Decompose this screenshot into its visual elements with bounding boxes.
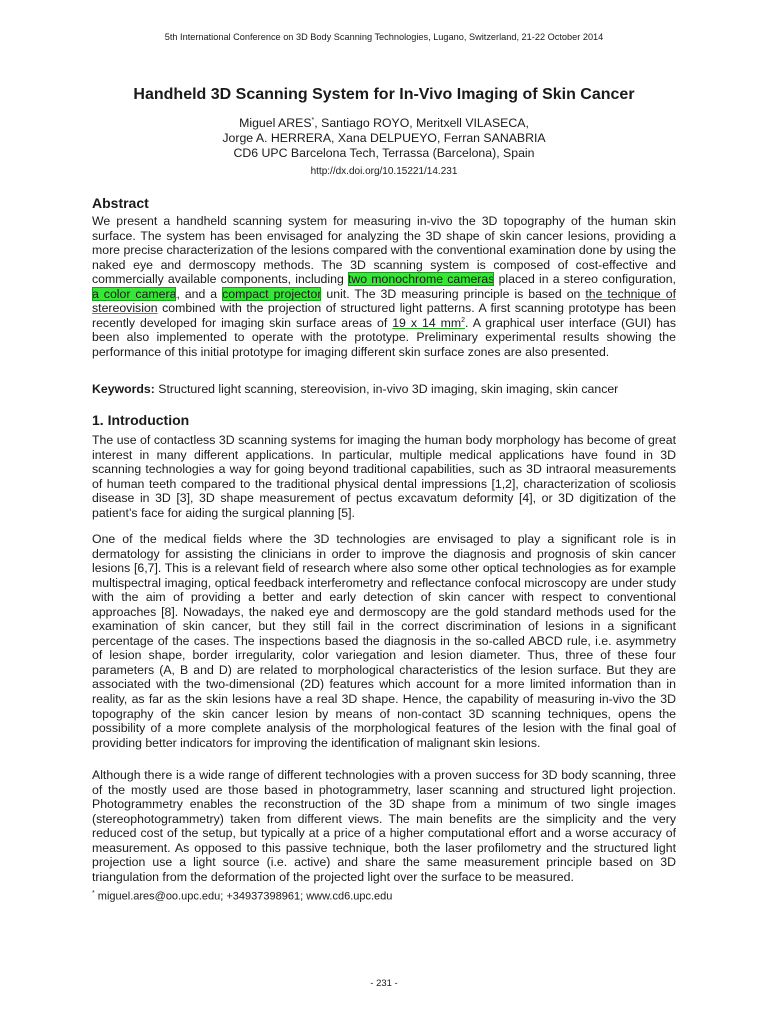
footnote-mark: *: [92, 890, 95, 897]
paper-title: Handheld 3D Scanning System for In-Vivo Imaging of Skin Cancer: [133, 86, 635, 103]
footnote-text: miguel.ares@oo.upc.edu; +34937398961; www.cd6.upc.edu: [94, 890, 393, 903]
corresponding-author-mark: *: [311, 117, 315, 124]
underline-stereovision: the technique of stereovision: [92, 286, 676, 316]
author-line-2: Jorge A. HERRERA, Xana DELPUEYO, Ferran SANABRIA: [222, 131, 546, 146]
affiliation: CD6 UPC Barcelona Tech, Terrassa (Barcelona), Spain: [233, 146, 535, 161]
keywords-text: Structured light scanning, stereovision, in-vivo 3D imaging, skin imaging, skin cancer: [154, 382, 619, 396]
author-line-1: [92, 113, 676, 131]
conference-header: 5th International Conference on 3D Body Scanning Technologies, Lugano, Switzerland, 21-22 October 2014: [164, 32, 604, 42]
abstract-paragraph: [92, 214, 676, 359]
abstract-heading: Abstract: [92, 195, 149, 211]
underline-area-size: 19 x 14 $mm^2$: [392, 315, 466, 330]
footnote: [92, 890, 392, 903]
doi-link[interactable]: http://dx.doi.org/10.15221/14.231: [310, 166, 458, 177]
highlight-monochrome-cameras: two monochrome cameras: [347, 272, 495, 287]
author-names-cont: , Santiago ROYO, Meritxell VILASECA,: [314, 116, 529, 131]
highlight-color-camera: a color camera: [92, 286, 177, 301]
intro-paragraph-1: The use of contactless 3D scanning systems for imaging the human body morphology has become of great interest in many different applications. In particular, multiple medical applications have found in 3D scanning technologies a way for going beyond traditional capabilities, such as 3D intraoral measurements of human teeth compared to the traditional physical dental impressions [1,2], characterization of scoliosis disease in 3D [3], 3D shape measurement of pectus excavatum deformity [4], or 3D digitization of the patient’s face for aiding the surgical planning [5].: [92, 433, 676, 520]
author-name-ares: Miguel ARES: [239, 116, 312, 131]
author-block: [92, 113, 676, 161]
abstract-text: . A graphical user interface (GUI) has been also implemented to operate with the prototype. Preliminary experimental results showing the performance of this initial prototype for imaging different skin surface zones are also presented.: [92, 315, 676, 359]
abstract-text: placed in a stereo configuration,: [494, 272, 676, 287]
highlight-compact-projector: compact projector: [222, 286, 322, 301]
page-number: - 231 -: [370, 978, 398, 989]
abstract-text: We present a handheld scanning system for measuring in-vivo the 3D topography of the human skin surface. The system has been envisaged for analyzing the 3D shape of skin cancer lesions, providing a more precise characterization of the lesions compared with the conventional examination done by using the naked eye and dermoscopy methods. The 3D scanning system is composed of cost-effective and commercially available components, including: [92, 214, 676, 287]
abstract-text: unit. The 3D measuring principle is based on: [321, 286, 586, 301]
intro-paragraph-2: One of the medical fields where the 3D technologies are envisaged to play a significant role is in dermatology for assisting the clinicians in order to improve the diagnosis and prognosis of skin cancer lesions [6,7]. This is a relevant field of research where also some other optical technologies as for example multispectral imaging, optical feedback interferometry and reflectance confocal microscopy are under study with the aim of providing a better and early detection of skin cancer with respect to conventional approaches [8]. Nowadays, the naked eye and dermoscopy are the gold standard methods used for the examination of skin cancer, but they still fail in the correct discrimination of lesions in a significant percentage of the cases. The inspections based the diagnosis in the so-called ABCD rule, i.e. asymmetry of lesion shape, border irregularity, color variegation and lesion diameter. Thus, three of these four parameters (A, B and D) are related to morphological characteristics of the lesion surface. But they are associated with the two-dimensional (2D) features which account for a more limited information than in reality, as far as the skin lesions have a real 3D shape. Hence, the capability of measuring in-vivo the 3D topography of the skin cancer lesion by means of non-contact 3D scanning techniques, opens the possibility of a more complete analysis of the morphological features of the lesion with the final goal of providing better indicators for improving the identification of malignant skin lesions.: [92, 532, 676, 750]
intro-paragraph-3: Although there is a wide range of different technologies with a proven success for 3D body scanning, three of the mostly used are those based in photogrammetry, laser scanning and structured light projection. Photogrammetry enables the reconstruction of the 3D shape from a minimum of two single images (stereophotogrammetry) taken from different views. The main benefits are the simplicity and the very reduced cost of the setup, but typically at a price of a higher computational effort and a worse accuracy of measurement. As opposed to this passive technique, both the laser profilometry and the structured light projection use a light source (i.e. active) and share the same measurement principle based on 3D triangulation from the deformation of the projected light over the surface to be measured.: [92, 768, 676, 884]
keywords-line: [92, 382, 618, 396]
introduction-heading: 1. Introduction: [92, 412, 190, 428]
keywords-label: Keywords:: [92, 382, 155, 396]
abstract-text: combined with the projection of structured light patterns. A first scanning prototype has been recently developed for imaging skin surface areas of: [92, 301, 676, 330]
abstract-text: , and a: [176, 286, 223, 301]
